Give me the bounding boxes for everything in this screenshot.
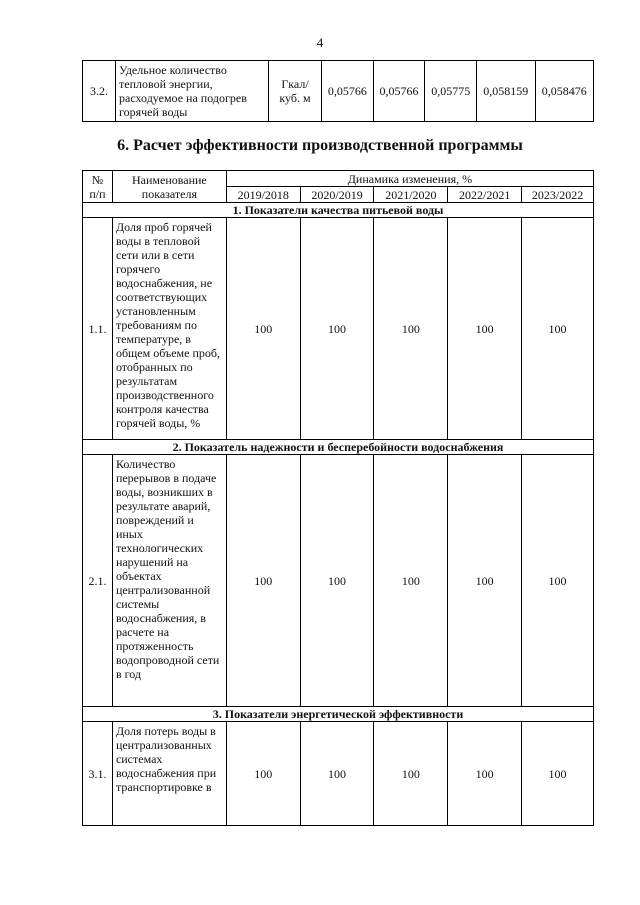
group-title: 2. Показатель надежности и бесперебойности водоснабжения <box>83 440 594 455</box>
table-row <box>83 61 594 122</box>
year-header: 2020/2019 <box>300 187 374 203</box>
table-row <box>83 722 594 826</box>
group-row <box>83 203 594 218</box>
year-header: 2022/2021 <box>448 187 522 203</box>
value-cell: 100 <box>522 218 594 440</box>
table-header-row <box>83 171 594 187</box>
value-cell: 100 <box>226 218 300 440</box>
value-cell: 100 <box>374 455 448 707</box>
value-cell: 100 <box>300 218 374 440</box>
col-header-name: Наименование показателя <box>112 171 226 203</box>
value-cell: 100 <box>226 455 300 707</box>
group-title: 1. Показатели качества питьевой воды <box>83 203 594 218</box>
value-cell: 0,05766 <box>322 61 374 122</box>
row-number: 2.1. <box>83 455 113 707</box>
value-cell: 0,05775 <box>425 61 477 122</box>
table-row <box>83 218 594 440</box>
row-number: 1.1. <box>83 218 113 440</box>
value-cell: 100 <box>448 218 522 440</box>
value-cell: 100 <box>448 455 522 707</box>
year-header: 2021/2020 <box>374 187 448 203</box>
group-row <box>83 440 594 455</box>
table-row <box>83 455 594 707</box>
value-cell: 100 <box>374 722 448 826</box>
group-row <box>83 707 594 722</box>
value-cell: 0,058159 <box>477 61 535 122</box>
row-number: 3.2. <box>83 61 116 122</box>
col-header-dynamics: Динамика изменения, % <box>226 171 593 187</box>
indicator-name: Доля потерь воды в централизованных системах водоснабжения при транспортировке в <box>112 722 226 826</box>
value-cell: 100 <box>448 722 522 826</box>
value-cell: 100 <box>374 218 448 440</box>
indicator-name: Количество перерывов в подаче воды, возникших в результате аварий, повреждений и иных технологических нарушений на объектах централизованной системы водоснабжения, в расчете на протяженность водопроводной сети в год <box>112 455 226 707</box>
group-title: 3. Показатели энергетической эффективности <box>83 707 594 722</box>
year-header: 2019/2018 <box>226 187 300 203</box>
value-cell: 0,058476 <box>535 61 594 122</box>
col-header-num: № п/п <box>83 171 113 203</box>
indicator-name: Доля проб горячей воды в тепловой сети или в сети горячего водоснабжения, не соответствующих установленным требованиям по температуре, в общем объеме проб, отобранных по результатам производственного контроля качества горячей воды, % <box>112 218 226 440</box>
value-cell: 100 <box>300 722 374 826</box>
section-title: 6. Расчет эффективности производственной программы <box>117 137 523 154</box>
value-cell: 100 <box>300 455 374 707</box>
value-cell: 100 <box>226 722 300 826</box>
value-cell: 100 <box>522 722 594 826</box>
year-header: 2023/2022 <box>522 187 594 203</box>
row-number: 3.1. <box>83 722 113 826</box>
unit-cell: Гкал/ куб. м <box>269 61 322 122</box>
previous-table-tail <box>82 60 594 122</box>
efficiency-table <box>82 170 594 826</box>
value-cell: 100 <box>522 455 594 707</box>
value-cell: 0,05766 <box>373 61 425 122</box>
indicator-name: Удельное количество тепловой энергии, расходуемое на подогрев горячей воды <box>116 61 269 122</box>
page-number: 4 <box>316 35 324 50</box>
